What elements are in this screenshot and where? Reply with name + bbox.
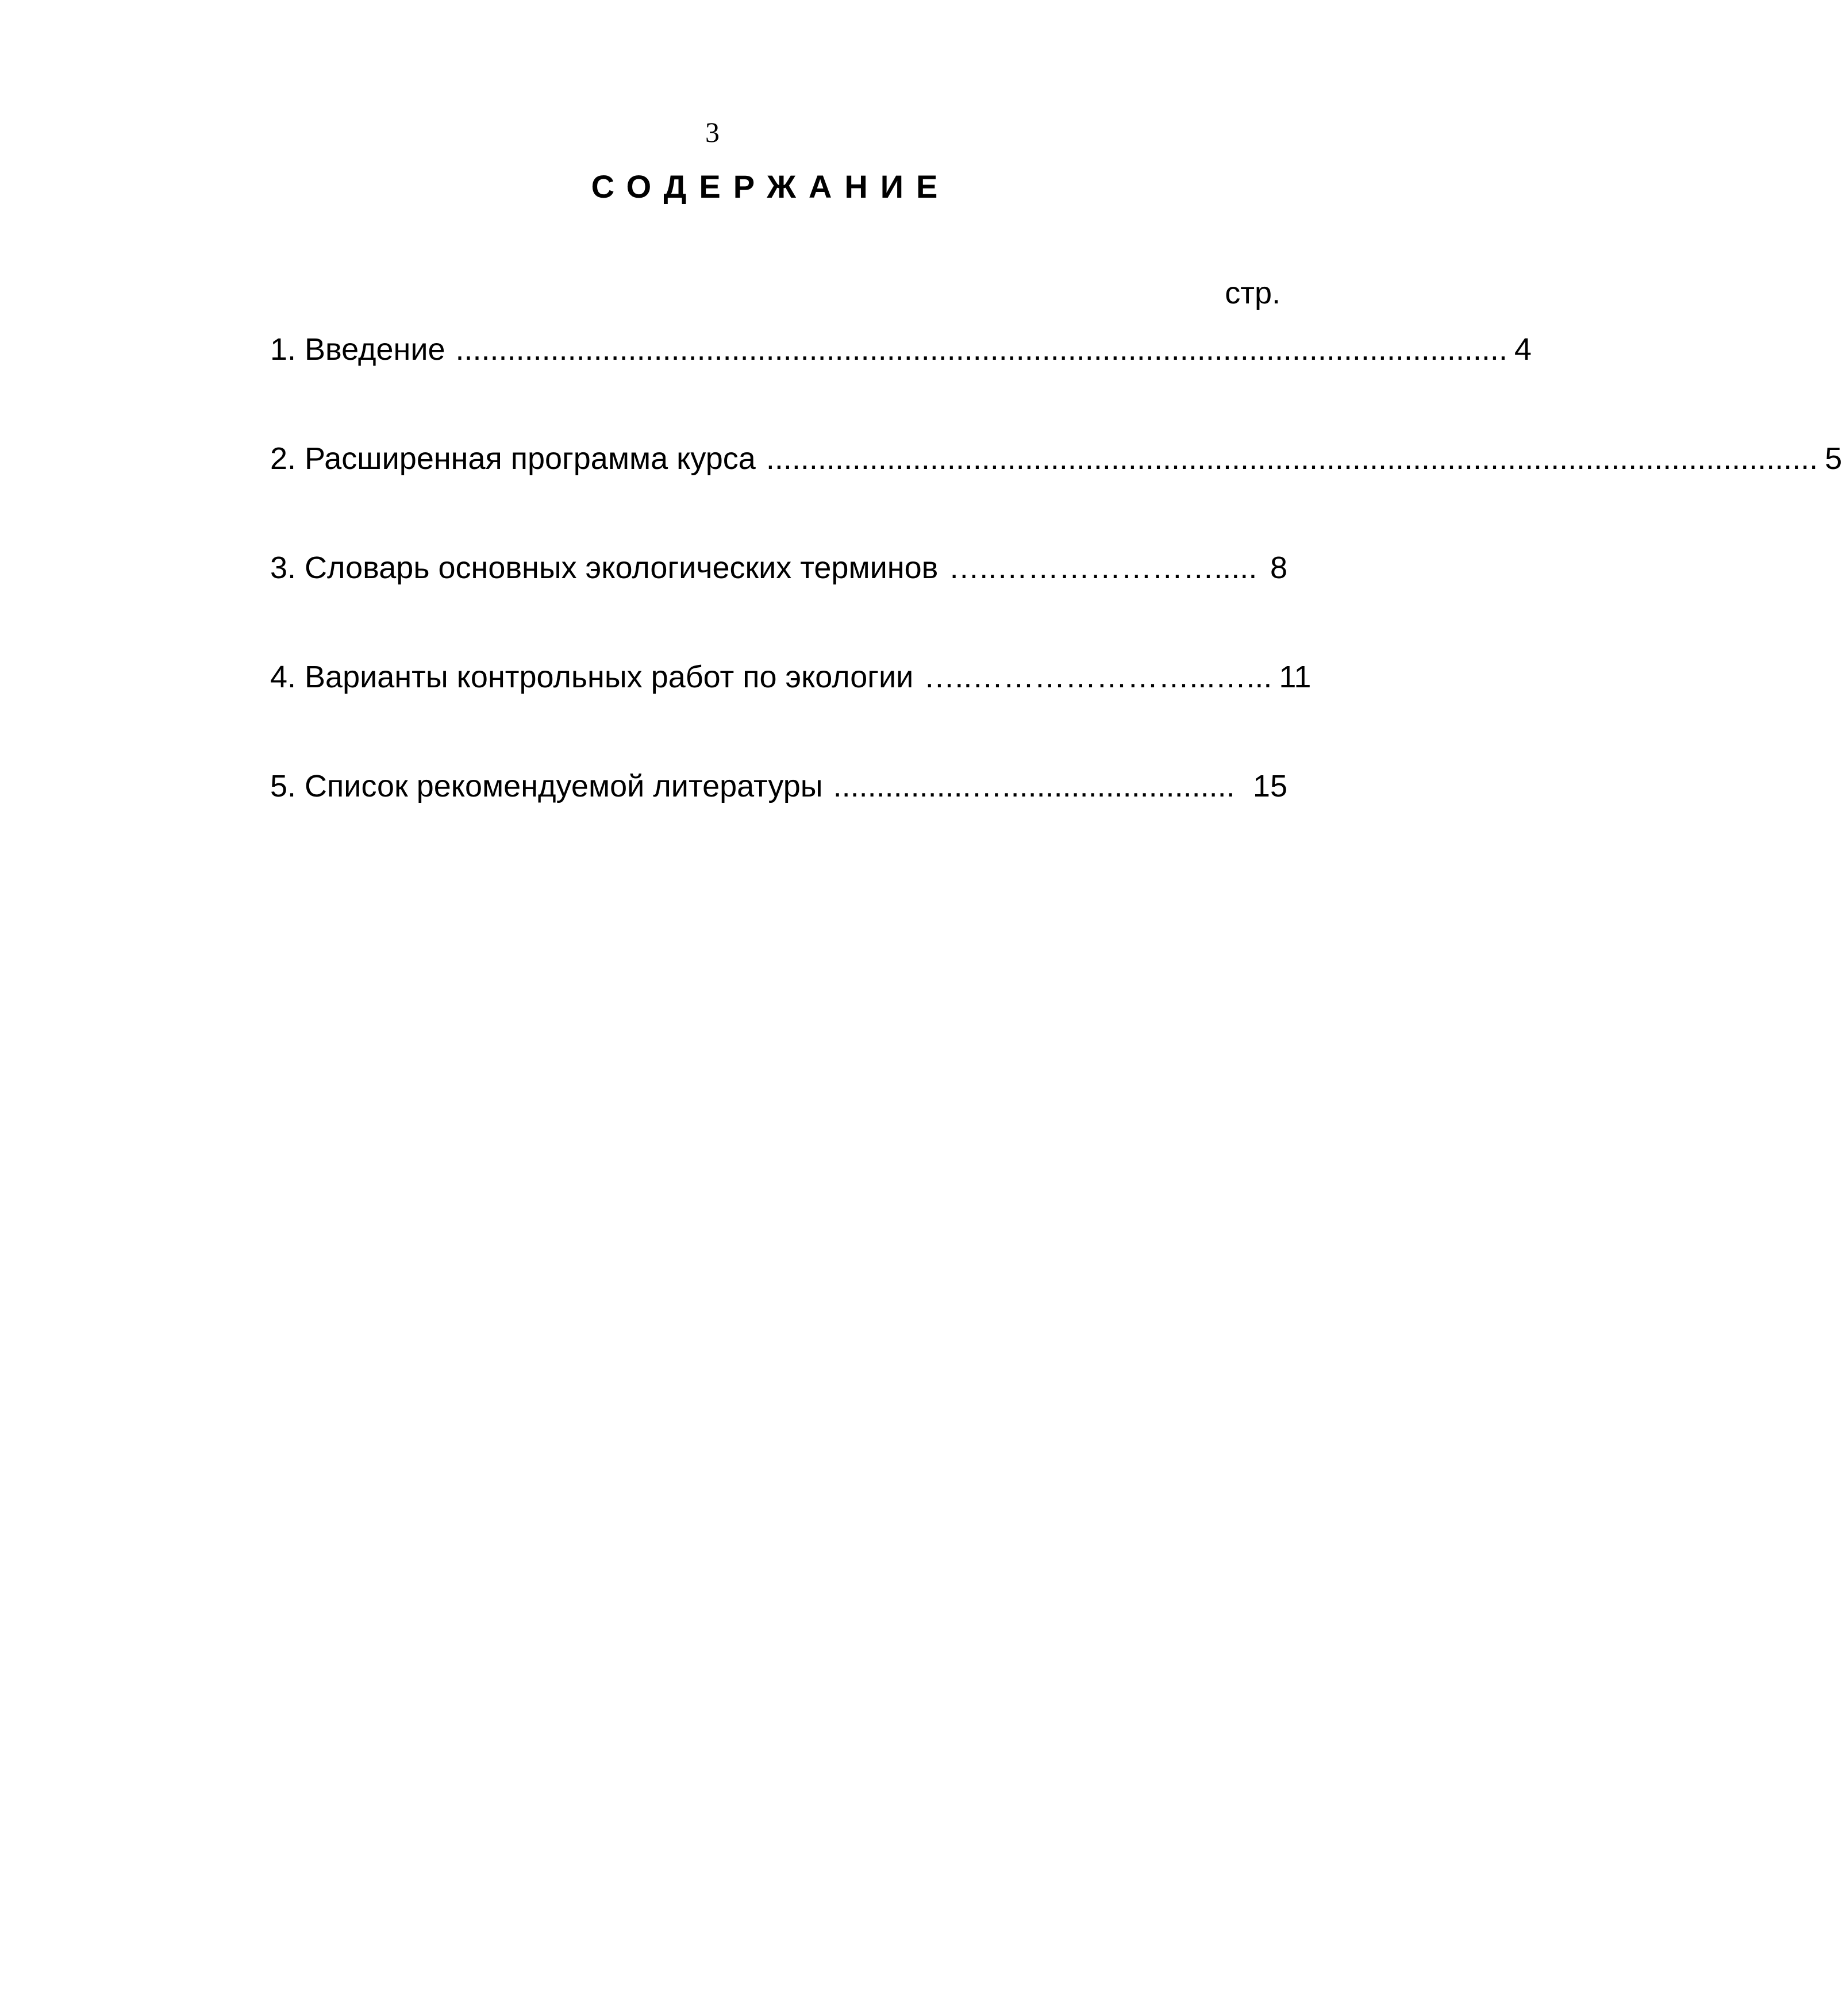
toc-dot-leader: …..…………………...…... [924,660,1272,694]
toc-entry-text: 1. Введение [270,332,445,367]
toc-entry-text: 4. Варианты контрольных работ по экологии [270,660,914,694]
toc-dot-leader: …..…………………..... [948,551,1258,585]
toc-entry-page: 4 [1514,332,1532,367]
toc-entry-test-variants[interactable] [270,657,1312,766]
toc-entry-course-program[interactable] [270,438,1842,548]
toc-dot-leader: .......................................................................................................................... [766,441,1818,476]
toc-entry-literature[interactable] [270,766,1287,875]
toc-entry-page: 15 [1252,769,1287,803]
toc-entry-text: 5. Список рекомендуемой литературы [270,769,823,803]
toc-dot-leader: .......................................................................................................................... [455,332,1508,367]
page-column-label: стр. [1225,276,1280,310]
toc-entry-page: 11 [1279,660,1312,694]
table-of-contents [270,329,1842,875]
page-title: СОДЕРЖАНИЕ [591,168,951,205]
toc-entry-text: 3. Словарь основных экологических терминов [270,551,939,585]
toc-entry-page: 5 [1825,441,1842,476]
toc-dot-leader: ................…........................... [833,769,1235,803]
toc-entry-introduction[interactable] [270,329,1532,438]
page-number: 3 [705,116,720,148]
toc-entry-page: 8 [1270,551,1287,585]
toc-entry-glossary[interactable] [270,548,1287,657]
toc-entry-text: 2. Расширенная программа курса [270,441,756,476]
